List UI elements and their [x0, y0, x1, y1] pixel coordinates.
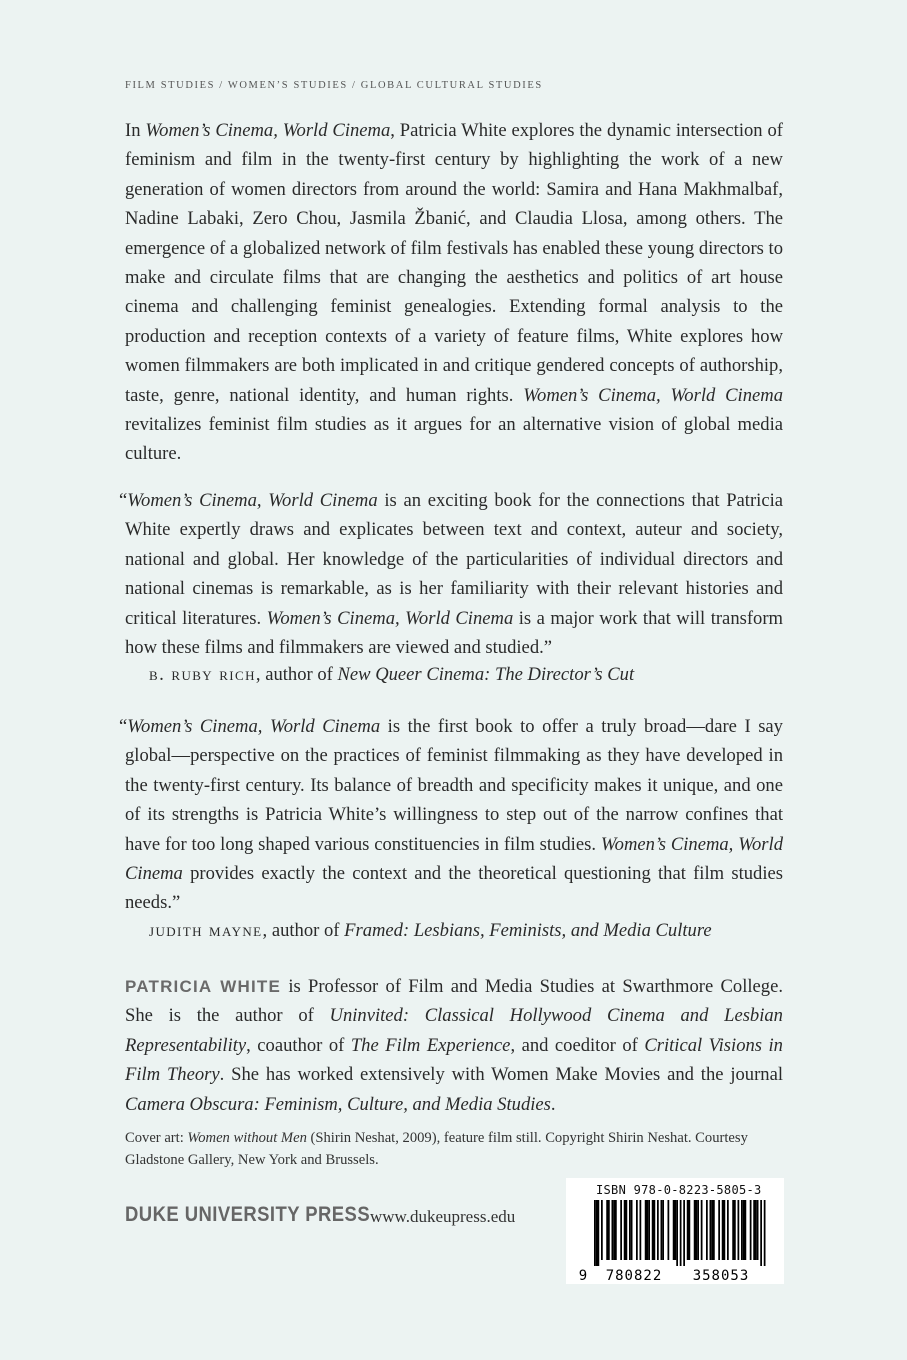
quote-text: provides exactly the context and the theoretical questioning that film studies needs.”	[125, 863, 783, 914]
isbn-label: ISBN 978-0-8223-5805-3	[596, 1183, 762, 1197]
barcode-bar	[687, 1200, 689, 1260]
bio-text: .	[550, 1093, 556, 1115]
barcode-bar	[743, 1200, 745, 1260]
barcode-bar	[683, 1200, 685, 1266]
book-title: Women’s Cinema, World Cinema	[125, 833, 783, 885]
barcode-bar	[613, 1200, 615, 1260]
book-title: Women’s Cinema, World Cinema	[523, 384, 783, 406]
barcode-bar	[755, 1200, 757, 1260]
barcode-digit-first: 9	[578, 1268, 588, 1284]
description-text: , Patricia White explores the dynamic intersection of feminism and film in the twenty-first century by highlighting the work of a new generation of women directors from around the world: Samira and Hana Makhmalbaf, Nadine Labaki, Zero Chou, Jasmila Žbanić, and Claudia Llosa, among others. The emergence of a globalized network of film festivals has enabled these young directors to make and circulate films that are changing the aesthetics and politics of art house cinema and challenging feminist genealogies. Extending formal analysis to the production and reception contexts of a variety of feature films, White explores how women filmmakers are both implicated in and critique gendered concepts of authorship, taste, genre, national identity, and human rights.	[125, 120, 783, 406]
barcode-bar	[596, 1200, 598, 1266]
barcode-bar	[764, 1200, 766, 1266]
barcode-bar	[741, 1200, 743, 1260]
barcode-bar	[745, 1200, 747, 1260]
barcode-bar	[652, 1200, 654, 1260]
barcode-bar	[696, 1200, 698, 1260]
barcode-bar	[645, 1200, 647, 1260]
barcode-bar	[724, 1200, 726, 1260]
publisher-name: DUKE UNIVERSITY PRESS	[125, 1203, 371, 1226]
blurb-quote	[119, 486, 783, 662]
barcode-bar	[648, 1200, 650, 1260]
bio-text: . She has worked extensively with Women Make Movies and the journal	[219, 1064, 783, 1086]
barcode-bar	[673, 1200, 675, 1260]
description-text: In	[125, 120, 146, 141]
blurb-quote	[119, 712, 783, 918]
blurb-author: b. ruby rich	[149, 664, 256, 685]
credit-text: (Shirin Neshat, 2009), feature film still. Copyright Shirin Neshat. Courtesy Gladstone Gallery, New York and Brussels.	[125, 1130, 748, 1168]
barcode-bars	[566, 1178, 784, 1284]
barcode-bar	[750, 1200, 752, 1260]
barcode-bar	[615, 1200, 617, 1260]
barcode-bar	[738, 1200, 740, 1260]
barcode-bar	[734, 1200, 736, 1260]
barcode-bar	[718, 1200, 720, 1260]
isbn-barcode	[566, 1178, 784, 1284]
barcode-bar	[654, 1200, 656, 1260]
barcode-bar	[612, 1200, 614, 1260]
barcode-bar	[626, 1200, 628, 1260]
bio-text: is Professor of Film and Media Studies at Swarthmore College. She is the author of	[125, 976, 783, 1027]
subject-categories: FILM STUDIES / WOMEN’S STUDIES / GLOBAL CULTURAL STUDIES	[125, 80, 543, 91]
barcode-bar	[676, 1200, 678, 1266]
barcode-bar	[624, 1200, 626, 1260]
publisher-url[interactable]: www.dukeupress.edu	[370, 1207, 516, 1226]
barcode-bar	[706, 1200, 708, 1260]
quote-text: is a major work that will transform how these films and filmmakers are viewed and studied.”	[125, 607, 783, 659]
quote-text: is the first book to offer a truly broad—dare I say global—perspective on the practices of feminist filmmaking as they have developed in the twenty-first century. Its balance of breadth and specificity makes it unique, and one of its strengths is Patricia White’s willingness to step out of the narrow confines that have for too long shaped various constituencies in film studies.	[125, 716, 783, 855]
author-book-title: New Queer Cinema: The Director’s Cut	[337, 664, 635, 685]
barcode-bar	[701, 1200, 703, 1260]
barcode-bar	[757, 1200, 759, 1260]
barcode-bar	[710, 1200, 712, 1260]
author-name: PATRICIA WHITE	[125, 977, 282, 996]
barcode-bar	[722, 1200, 724, 1260]
attribution-text: , author of	[255, 664, 338, 685]
barcode-bar	[608, 1200, 610, 1260]
book-title: Women’s Cinema, World Cinema	[127, 716, 381, 737]
barcode-bar	[606, 1200, 608, 1260]
barcode-bar	[636, 1200, 638, 1260]
barcode-bar	[631, 1200, 633, 1260]
film-title: Women without Men	[187, 1130, 307, 1146]
bio-book-title: Critical Visions in Film Theory	[125, 1034, 783, 1086]
barcode-bar	[629, 1200, 631, 1260]
barcode-bar	[680, 1200, 682, 1266]
barcode-bar	[662, 1200, 664, 1260]
barcode-bar	[697, 1200, 699, 1260]
cover-art-credit	[125, 1127, 785, 1171]
quote-mark: “	[119, 716, 128, 737]
barcode-bar	[661, 1200, 663, 1260]
barcode-bar	[713, 1200, 715, 1260]
quote-mark: “	[119, 490, 128, 511]
barcode-bar	[711, 1200, 713, 1260]
blurb-attribution	[149, 920, 712, 942]
bio-book-title: The Film Experience	[350, 1034, 511, 1056]
barcode-bar	[647, 1200, 649, 1260]
barcode-bar	[732, 1200, 734, 1260]
bio-text: , coauthor of	[246, 1034, 351, 1056]
barcode-bar	[620, 1200, 622, 1260]
barcode-bar	[753, 1200, 755, 1260]
author-bio	[125, 972, 783, 1119]
book-title: Women’s Cinema, World Cinema	[145, 120, 391, 141]
barcode-bar	[694, 1200, 696, 1260]
book-title: Women’s Cinema, World Cinema	[266, 607, 514, 629]
blurb-attribution	[149, 664, 634, 686]
barcode-bar	[598, 1200, 600, 1266]
quote-text: is an exciting book for the connections that Patricia White expertly draws and explicates between text and context, auteur and society, national and global. Her knowledge of the particularities of individual directors and national cinemas is remarkable, as is her familiarity with their relevant histories and critical literatures.	[125, 490, 783, 629]
book-description	[125, 116, 783, 469]
barcode-bar	[727, 1200, 729, 1260]
barcode-digits-right: 358053	[692, 1268, 750, 1284]
barcode-bar	[675, 1200, 677, 1260]
barcode-bar	[640, 1200, 642, 1260]
author-book-title: Framed: Lesbians, Feminists, and Media Culture	[344, 920, 712, 941]
barcode-bar	[601, 1200, 603, 1260]
book-title: Women’s Cinema, World Cinema	[127, 490, 378, 511]
barcode-bar	[668, 1200, 670, 1260]
attribution-text: , author of	[262, 920, 345, 941]
bio-text: , and coeditor of	[510, 1034, 645, 1056]
bio-book-title: Uninvited: Classical Hollywood Cinema and Lesbian Representability	[125, 1005, 783, 1056]
credit-text: Cover art:	[125, 1130, 188, 1146]
bio-book-title: Camera Obscura: Feminism, Culture, and Media Studies	[125, 1093, 551, 1115]
barcode-bar	[657, 1200, 659, 1260]
description-text: revitalizes feminist film studies as it argues for an alternative vision of global media culture.	[125, 414, 783, 465]
barcode-bar	[689, 1200, 691, 1260]
barcode-bar	[760, 1200, 762, 1266]
barcode-bar	[594, 1200, 596, 1266]
blurb-author: judith mayne	[149, 920, 263, 941]
barcode-digits-left: 780822	[605, 1268, 663, 1284]
